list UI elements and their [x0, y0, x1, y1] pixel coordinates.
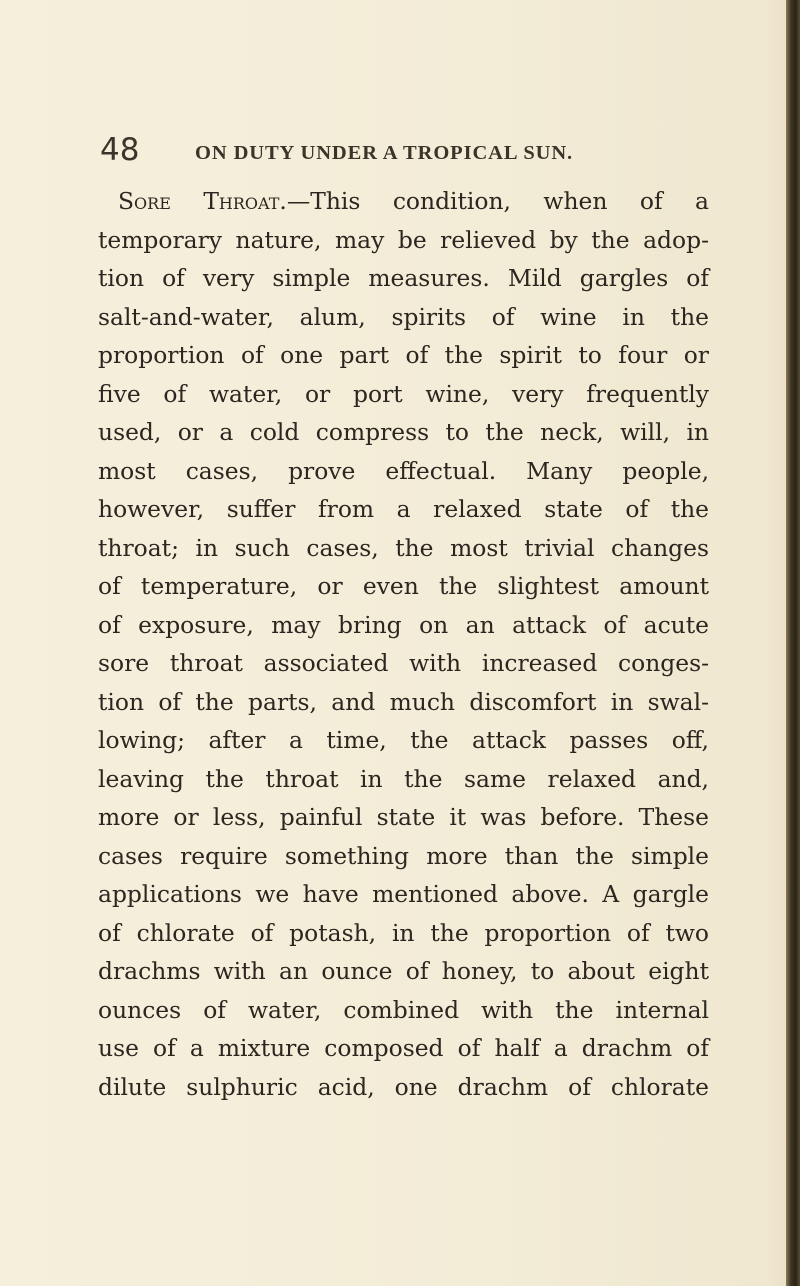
text-line: sore throat associated with increased conges-	[98, 649, 709, 677]
text-line: five of water, or port wine, very frequently	[98, 379, 709, 408]
text-line: ounces of water, combined with the internal	[98, 995, 709, 1024]
text-line: used, or a cold compress to the neck, will, in	[98, 418, 709, 446]
text-line: dilute sulphuric acid, one drachm of chlorate	[98, 1072, 709, 1101]
text-line: of temperature, or even the slightest amount	[98, 572, 709, 600]
text-line: temporary nature, may be relieved by the adop-	[98, 225, 709, 254]
text-line	[98, 182, 709, 221]
text-line: however, suffer from a relaxed state of the	[98, 495, 709, 523]
text-line: use of a mixture composed of half a drachm of	[98, 1034, 709, 1062]
text-line: salt-and-water, alum, spirits of wine in the	[98, 302, 709, 331]
body-text	[98, 182, 709, 1106]
section-heading: Sore Throat.	[118, 187, 287, 215]
page-edge	[786, 0, 800, 1286]
text-line: most cases, prove effectual. Many people,	[98, 456, 709, 485]
text-line: lowing; after a time, the attack passes off,	[98, 726, 709, 754]
text-line: throat; in such cases, the most trivial changes	[98, 533, 709, 562]
text-line: leaving the throat in the same relaxed and,	[98, 764, 709, 793]
text-line: more or less, painful state it was before. These	[98, 803, 709, 831]
page-number: 48	[100, 132, 140, 168]
text-line: of exposure, may bring on an attack of acute	[98, 610, 709, 639]
text-line-content: —This condition, when of a	[286, 187, 710, 215]
running-head: ON DUTY UNDER A TROPICAL SUN.	[195, 142, 574, 164]
text-line: of chlorate of potash, in the proportion of two	[98, 918, 709, 947]
text-line: drachms with an ounce of honey, to about eight	[98, 957, 709, 985]
text-line: cases require something more than the simple	[98, 841, 709, 870]
page-header	[100, 132, 720, 178]
text-line: tion of very simple measures. Mild gargles of	[98, 264, 709, 292]
text-line: tion of the parts, and much discomfort in swal-	[98, 687, 709, 716]
text-line: proportion of one part of the spirit to four or	[98, 341, 709, 369]
text-line: applications we have mentioned above. A gargle	[98, 880, 709, 908]
